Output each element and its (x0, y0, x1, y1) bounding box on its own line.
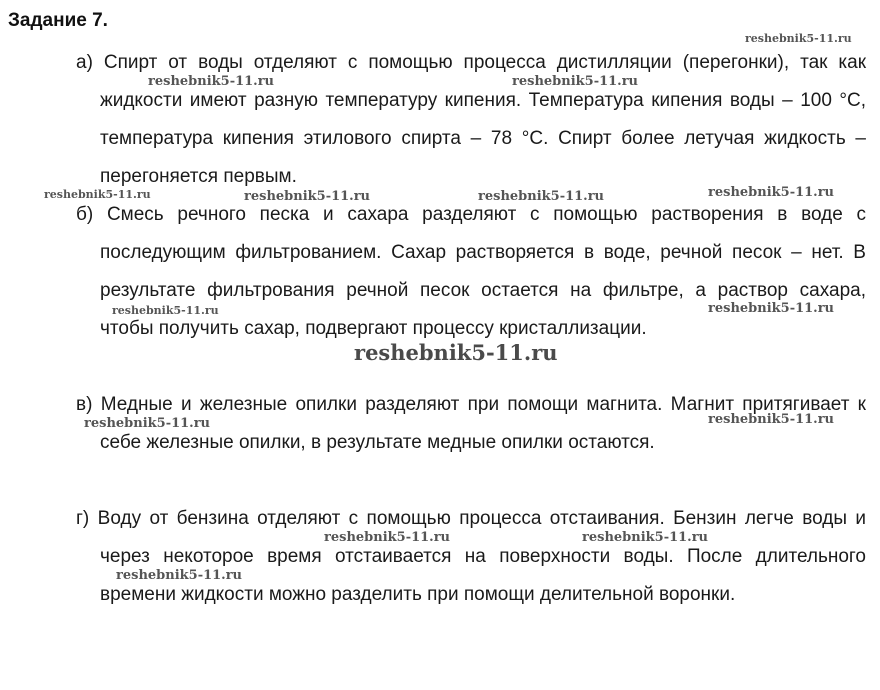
answer-item-d-text: Воду от бензина отделяют с помощью процесса отстаивания. Бензин легче воды и через некоторое время отстаивается на поверхности воды. После длительного времени жидкости можно разделить при помощи делительной воронки. (97, 508, 867, 605)
answer-item-b-text-block (76, 196, 866, 348)
answer-item-d (76, 500, 866, 614)
answer-item-a-text-block (76, 44, 866, 196)
watermark: reshebnik5-11.ru (708, 412, 835, 427)
watermark-large: reshebnik5-11.ru (354, 340, 558, 365)
answer-item-b (76, 196, 866, 348)
answer-item-a (76, 44, 866, 196)
watermark: reshebnik5-11.ru (708, 185, 835, 200)
answer-item-c-letter: в) (76, 394, 93, 415)
watermark: reshebnik5-11.ru (84, 416, 211, 431)
watermark: reshebnik5-11.ru (478, 189, 605, 204)
answer-item-c (76, 386, 866, 462)
watermark: reshebnik5-11.ru (112, 304, 219, 317)
task-title: Задание 7. (8, 10, 108, 31)
watermark: reshebnik5-11.ru (745, 32, 852, 45)
answer-item-c-text: Медные и железные опилки разделяют при помощи магнита. Магнит притягивает к себе железные опилки, в результате медные опилки остаются. (100, 394, 866, 453)
answer-item-d-text-block (76, 500, 866, 614)
answer-item-d-letter: г) (76, 508, 90, 529)
watermark: reshebnik5-11.ru (244, 189, 371, 204)
answer-item-b-text: Смесь речного песка и сахара разделяют с помощью растворения в воде с последующим фильтрованием. Сахар растворяется в воде, речной песок – нет. В результате фильтрования речной песок остается на фильтре, а раствор сахара, чтобы получить сахар, подвергают процессу кристаллизации. (100, 204, 867, 339)
watermark: reshebnik5-11.ru (708, 301, 835, 316)
watermark: reshebnik5-11.ru (324, 530, 451, 545)
watermark: reshebnik5-11.ru (44, 188, 151, 201)
watermark: reshebnik5-11.ru (148, 74, 275, 89)
answer-item-b-letter: б) (76, 204, 94, 225)
answer-item-c-text-block (76, 386, 866, 462)
watermark: reshebnik5-11.ru (116, 568, 243, 583)
answer-item-a-text: Спирт от воды отделяют с помощью процесса дистилляции (перегонки), так как жидкости имеют разную температуру кипения. Температура кипения воды – 100 °С, температура кипения этилового спирта – 78 °С. Спирт более летучая жидкость – перегоняется первым. (100, 52, 867, 187)
watermark: reshebnik5-11.ru (512, 74, 639, 89)
watermark: reshebnik5-11.ru (582, 530, 709, 545)
answer-item-a-letter: а) (76, 52, 93, 73)
